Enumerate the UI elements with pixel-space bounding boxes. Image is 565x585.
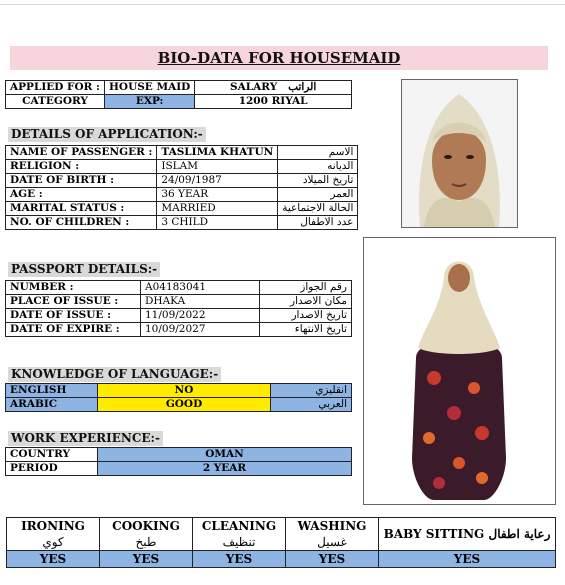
row-label: ENGLISH — [6, 384, 98, 398]
skill-cleaning-label-ar: تنظيف — [193, 534, 286, 551]
header-table — [5, 80, 352, 109]
table-row — [6, 384, 352, 398]
row-label: PLACE OF ISSUE : — [6, 295, 141, 309]
row-label-ar: الديانه — [278, 160, 358, 174]
salary-label-cell — [195, 81, 352, 95]
skills-table — [6, 517, 556, 568]
category-label: CATEGORY — [6, 95, 105, 109]
row-label-ar: تاريخ الاصدار — [260, 309, 352, 323]
page-title: BIO-DATA FOR HOUSEMAID — [10, 46, 548, 70]
table-row — [6, 216, 358, 230]
skill-babysitting-label-ar: رعاية اطفال — [488, 526, 551, 541]
skill-cooking-label: COOKING — [100, 518, 193, 535]
row-label: ARABIC — [6, 398, 98, 412]
row-value: DHAKA — [141, 295, 260, 309]
applied-for-label: APPLIED FOR : — [6, 81, 105, 95]
table-row — [6, 309, 352, 323]
applied-for-value: HOUSE MAID — [105, 81, 195, 95]
passport-table — [5, 280, 352, 337]
table-row — [6, 462, 352, 476]
row-label: NAME OF PASSENGER : — [6, 146, 157, 160]
table-row — [6, 281, 352, 295]
portrait-photo — [401, 79, 518, 228]
row-label-ar: مكان الاصدار — [260, 295, 352, 309]
row-label: DATE OF BIRTH : — [6, 174, 157, 188]
skill-ironing-label-ar: كوي — [7, 534, 100, 551]
full-body-image — [364, 238, 555, 504]
skill-cleaning-label: CLEANING — [193, 518, 286, 535]
row-value: ISLAM — [157, 160, 278, 174]
exp-label: EXP: — [105, 95, 195, 109]
skill-washing-label-ar: غسيل — [286, 534, 379, 551]
salary-label: SALARY — [230, 81, 278, 93]
portrait-image — [402, 80, 517, 227]
salary-value: 1200 RIYAL — [195, 95, 352, 109]
row-label: AGE : — [6, 188, 157, 202]
row-label: COUNTRY — [6, 448, 98, 462]
row-value: 36 YEAR — [157, 188, 278, 202]
details-table — [5, 145, 358, 230]
skill-cleaning-value: YES — [193, 551, 286, 568]
row-value: 2 YEAR — [98, 462, 352, 476]
skill-washing-label: WASHING — [286, 518, 379, 535]
row-value: 24/09/1987 — [157, 174, 278, 188]
skill-babysitting-value: YES — [379, 551, 556, 568]
row-label-ar: عدد الاطفال — [278, 216, 358, 230]
row-label: NO. OF CHILDREN : — [6, 216, 157, 230]
table-row — [6, 174, 358, 188]
row-value: A04183041 — [141, 281, 260, 295]
table-row — [6, 398, 352, 412]
row-value: GOOD — [98, 398, 271, 412]
skill-cooking-value: YES — [100, 551, 193, 568]
row-label: RELIGION : — [6, 160, 157, 174]
table-row — [6, 295, 352, 309]
row-label-ar: تاريخ الانتهاء — [260, 323, 352, 337]
row-label: DATE OF ISSUE : — [6, 309, 141, 323]
row-value: TASLIMA KHATUN — [157, 146, 278, 160]
row-label: DATE OF EXPIRE : — [6, 323, 141, 337]
table-row — [6, 160, 358, 174]
table-row — [6, 323, 352, 337]
skill-babysitting-label-cell — [379, 518, 556, 551]
details-heading: DETAILS OF APPLICATION:- — [8, 127, 206, 142]
row-label-ar: رقم الجواز — [260, 281, 352, 295]
language-heading: KNOWLEDGE OF LANGUAGE:- — [8, 367, 221, 382]
skill-cooking-label-ar: طبخ — [100, 534, 193, 551]
row-value: 10/09/2027 — [141, 323, 260, 337]
row-value: MARRIED — [157, 202, 278, 216]
row-label-ar: الحالة الاجتماعية — [278, 202, 358, 216]
row-label: MARITAL STATUS : — [6, 202, 157, 216]
row-label-ar: تاريخ الميلاد — [278, 174, 358, 188]
row-label-ar: العربي — [271, 398, 352, 412]
row-label-ar: العمر — [278, 188, 358, 202]
table-row — [6, 448, 352, 462]
skill-ironing-value: YES — [7, 551, 100, 568]
table-row — [6, 202, 358, 216]
row-label-ar: انقليزي — [271, 384, 352, 398]
row-label: NUMBER : — [6, 281, 141, 295]
table-row — [6, 146, 358, 160]
row-label: PERIOD — [6, 462, 98, 476]
table-row — [6, 188, 358, 202]
language-table — [5, 383, 352, 412]
top-rule — [0, 4, 565, 5]
skill-ironing-label: IRONING — [7, 518, 100, 535]
full-body-photo — [363, 237, 556, 505]
passport-heading: PASSPORT DETAILS:- — [8, 262, 160, 277]
skill-washing-value: YES — [286, 551, 379, 568]
row-value: NO — [98, 384, 271, 398]
row-value: 3 CHILD — [157, 216, 278, 230]
row-value: 11/09/2022 — [141, 309, 260, 323]
salary-label-ar: الراتب — [288, 81, 317, 93]
skill-babysitting-label: BABY SITTING — [383, 526, 485, 541]
row-label-ar: الاسم — [278, 146, 358, 160]
work-table — [5, 447, 352, 476]
work-heading: WORK EXPERIENCE:- — [8, 431, 163, 446]
row-value: OMAN — [98, 448, 352, 462]
